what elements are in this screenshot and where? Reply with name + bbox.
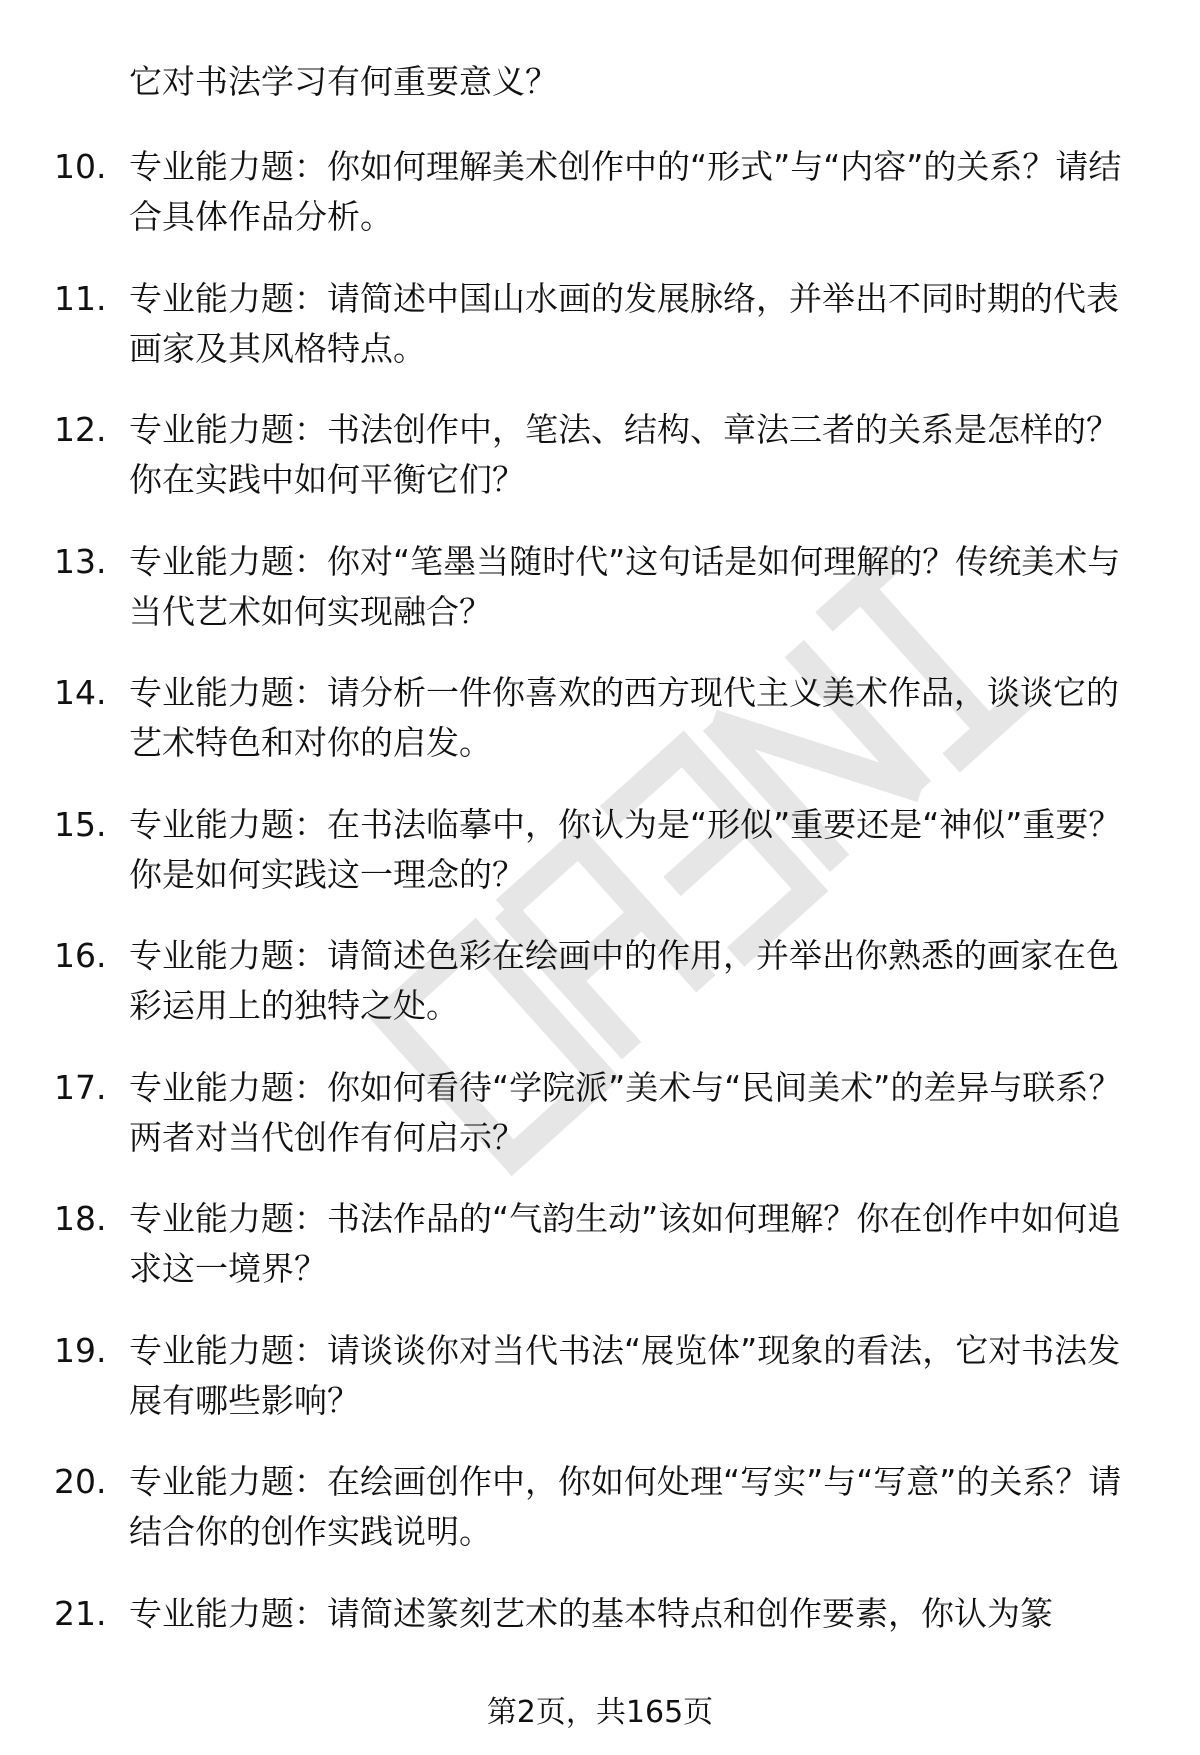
question-text: 专业能力题：书法作品的“气韵生动”该如何理解？你在创作中如何追求这一境界？ [129, 1199, 1121, 1288]
question-item [0, 668, 1200, 800]
question-list [0, 142, 1200, 1720]
question-number: 13. [54, 541, 107, 581]
continuation-text: 它对书法学习有何重要意义？ [129, 62, 558, 101]
question-number: 17. [54, 1067, 107, 1107]
question-number: 19. [54, 1330, 107, 1370]
question-item [0, 1063, 1200, 1195]
question-item [0, 931, 1200, 1063]
question-number: 11. [54, 278, 107, 318]
question-text: 专业能力题：你对“笔墨当随时代”这句话是如何理解的？传统美术与当代艺术如何实现融合？ [129, 541, 1121, 631]
question-item [0, 1194, 1200, 1326]
question-number: 12. [54, 410, 107, 449]
question-number: 21. [54, 1593, 107, 1633]
question-item [0, 274, 1200, 406]
question-number: 16. [54, 936, 107, 975]
question-number: 15. [54, 804, 107, 844]
question-item [0, 405, 1200, 537]
question-text: 专业能力题：在绘画创作中，你如何处理“写实”与“写意”的关系？请结合你的创作实践说明。 [129, 1462, 1122, 1551]
page-footer: 第2页，共165页 [486, 1695, 714, 1730]
question-number: 14. [54, 673, 107, 712]
question-item [0, 1457, 1200, 1589]
question-text: 专业能力题：请简述中国山水画的发展脉络，并举出不同时期的代表画家及其风格特点。 [129, 278, 1119, 368]
question-item [0, 142, 1200, 274]
question-text: 专业能力题：请简述色彩在绘画中的作用，并举出你熟悉的画家在色彩运用上的独特之处。 [129, 936, 1119, 1025]
question-item [0, 537, 1200, 669]
question-number: 18. [54, 1199, 107, 1238]
question-text: 专业能力题：你如何看待“学院派”美术与“民间美术”的差异与联系？两者对当代创作有何启示？ [129, 1067, 1122, 1157]
question-number: 10. [54, 147, 107, 186]
question-item [0, 800, 1200, 932]
question-number: 20. [54, 1462, 107, 1501]
question-text: 专业能力题：请简述篆刻艺术的基本特点和创作要素，你认为篆 [129, 1593, 1053, 1633]
question-text: 专业能力题：你如何理解美术创作中的“形式”与“内容”的关系？请结合具体作品分析。 [129, 147, 1122, 236]
question-text: 专业能力题：在书法临摹中，你认为是“形似”重要还是“神似”重要？你是如何实践这一理念的？ [129, 804, 1122, 894]
question-item [0, 1326, 1200, 1458]
question-text: 专业能力题：书法创作中，笔法、结构、章法三者的关系是怎样的？你在实践中如何平衡它们？ [129, 410, 1119, 499]
question-text: 专业能力题：请分析一件你喜欢的西方现代主义美术作品，谈谈它的艺术特色和对你的启发。 [129, 673, 1119, 762]
question-text: 专业能力题：请谈谈你对当代书法“展览体”现象的看法，它对书法发展有哪些影响？ [129, 1330, 1121, 1420]
